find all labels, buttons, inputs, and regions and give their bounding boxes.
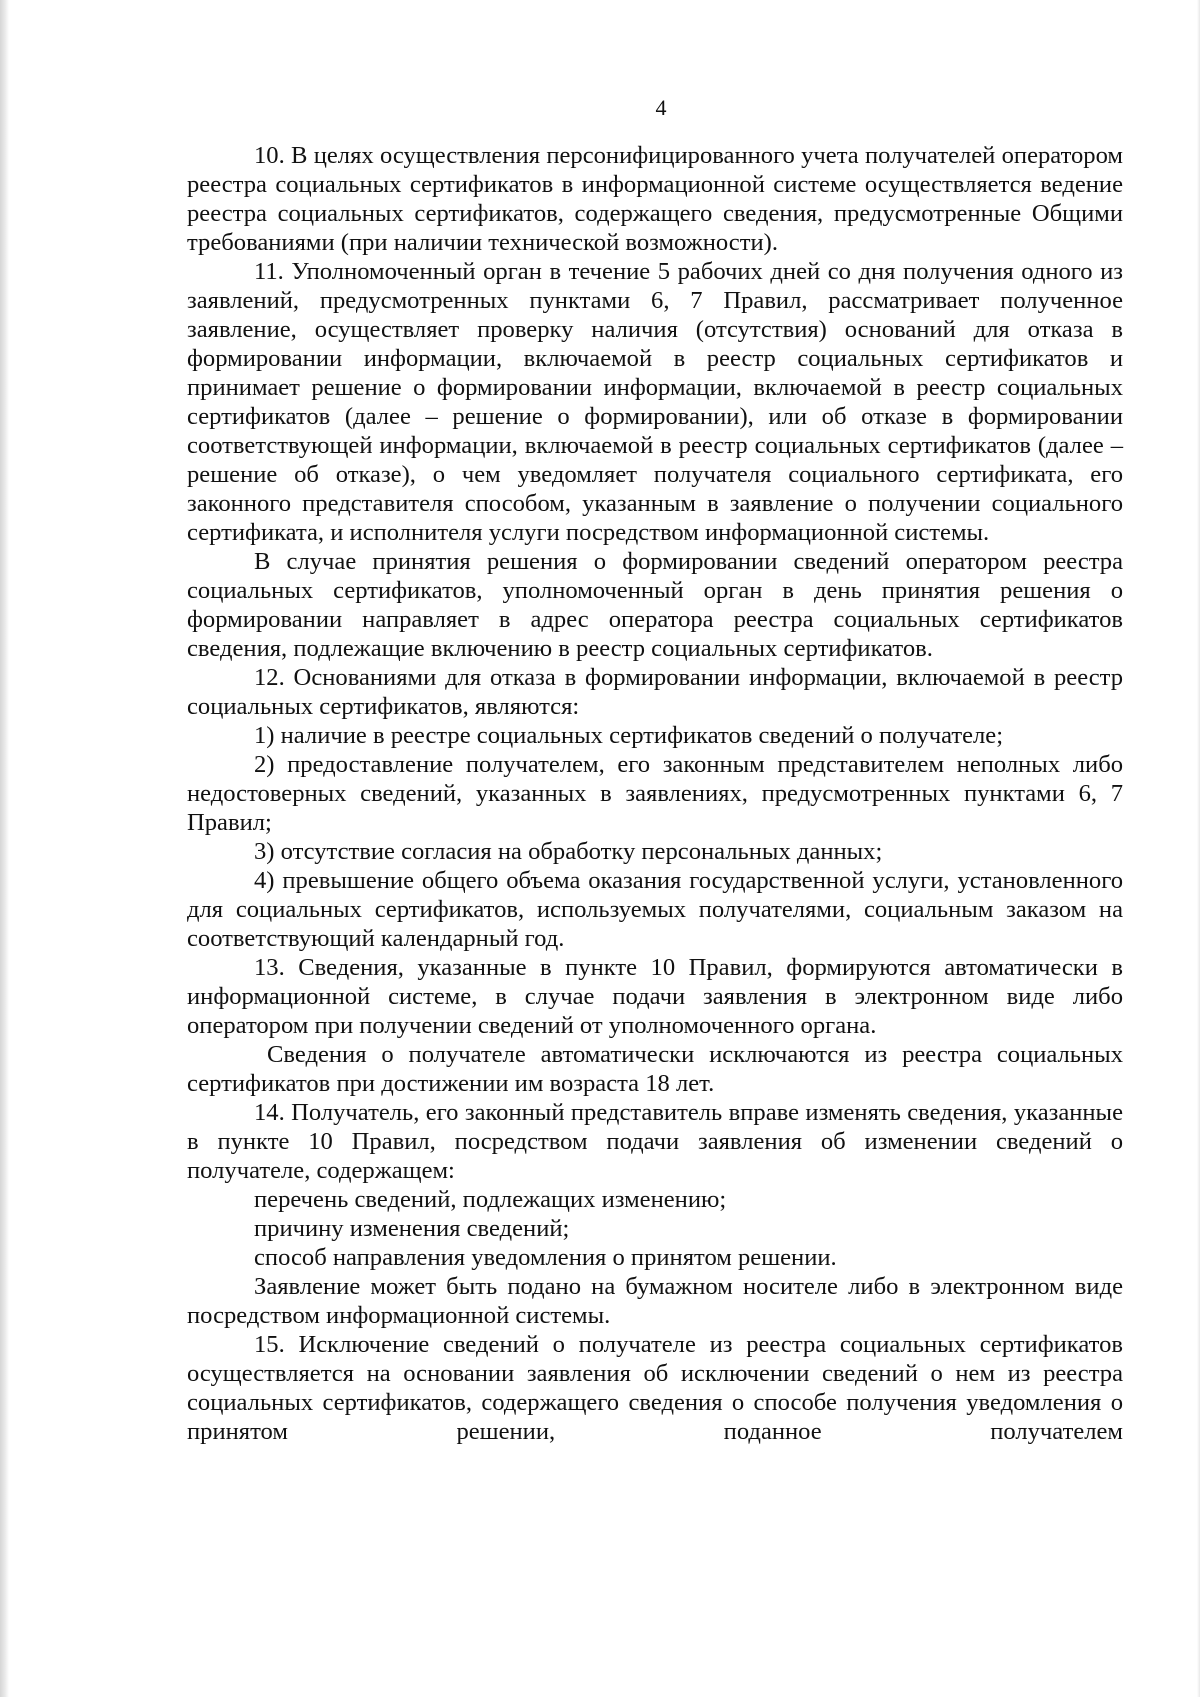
paragraph-15: 15. Исключение сведений о получателе из реестра социальных сертификатов осуществляется на основании заявления об исключении сведений о нем из реестра социальных сертификатов, содержащего сведения о способе получения уведомления о принятом решении, поданное получателем <box>187 1331 1123 1445</box>
paragraph-12: 12. Основаниями для отказа в формировании информации, включаемой в реестр социальных сертификатов, являются: <box>187 664 1123 720</box>
paragraph-11: 11. Уполномоченный орган в течение 5 рабочих дней со дня получения одного из заявлений, предусмотренных пунктами 6, 7 Правил, рассматривает полученное заявление, осуществляет проверку наличия (отсутствия) оснований для отказа в формировании информации, включаемой в реестр социальных сертификатов и принимает решение о формировании информации, включаемой в реестр социальных сертификатов (далее – решение о формировании), или об отказе в формировании соответствующей информации, включаемой в реестр социальных сертификатов (далее – решение об отказе), о чем уведомляет получателя социального сертификата, его законного представителя способом, указанным в заявление о получении социального сертификата, и исполнителя услуги посредством информационной системы. <box>187 258 1123 546</box>
document-body <box>187 141 1123 1446</box>
paragraph-12-item-2: 2) предоставление получателем, его законным представителем неполных либо недостоверных сведений, указанных в заявлениях, предусмотренных пунктами 6, 7 Правил; <box>187 751 1123 836</box>
scan-shadow-left <box>0 0 9 1697</box>
paragraph-14-item-notify: способ направления уведомления о принятом решении. <box>254 1244 837 1271</box>
paragraph-13-exclusion: Сведения о получателе автоматически исключаются из реестра социальных сертификатов при достижении им возраста 18 лет. <box>187 1041 1123 1097</box>
paragraph-12-item-1: 1) наличие в реестре социальных сертификатов сведений о получателе; <box>254 722 1004 749</box>
document-page <box>187 96 1123 1446</box>
paragraph-14-item-reason: причину изменения сведений; <box>254 1215 570 1242</box>
page-number: 4 <box>655 95 667 120</box>
paragraph-14-item-list: перечень сведений, подлежащих изменению; <box>254 1186 727 1213</box>
paragraph-11-decision: В случае принятия решения о формировании сведений оператором реестра социальных сертификатов, уполномоченный орган в день принятия решения о формировании направляет в адрес оператора реестра социальных сертификатов сведения, подлежащие включению в реестр социальных сертификатов. <box>187 548 1123 662</box>
paragraph-13: 13. Сведения, указанные в пункте 10 Правил, формируются автоматически в информационной системе, в случае подачи заявления в электронном виде либо оператором при получении сведений от уполномоченного органа. <box>187 954 1123 1039</box>
paragraph-12-item-4: 4) превышение общего объема оказания государственной услуги, установленного для социальных сертификатов, используемых получателями, социальным заказом на соответствующий календарный год. <box>187 867 1123 952</box>
paragraph-14-submission: Заявление может быть подано на бумажном носителе либо в электронном виде посредством информационной системы. <box>187 1273 1123 1329</box>
paragraph-14: 14. Получатель, его законный представитель вправе изменять сведения, указанные в пункте 10 Правил, посредством подачи заявления об изменении сведений о получателе, содержащем: <box>187 1099 1123 1184</box>
paragraph-10: 10. В целях осуществления персонифицированного учета получателей оператором реестра социальных сертификатов в информационной системе осуществляется ведение реестра социальных сертификатов, содержащего сведения, предусмотренные Общими требованиями (при наличии технической возможности). <box>187 142 1123 256</box>
paragraph-12-item-3: 3) отсутствие согласия на обработку персональных данных; <box>254 838 883 865</box>
